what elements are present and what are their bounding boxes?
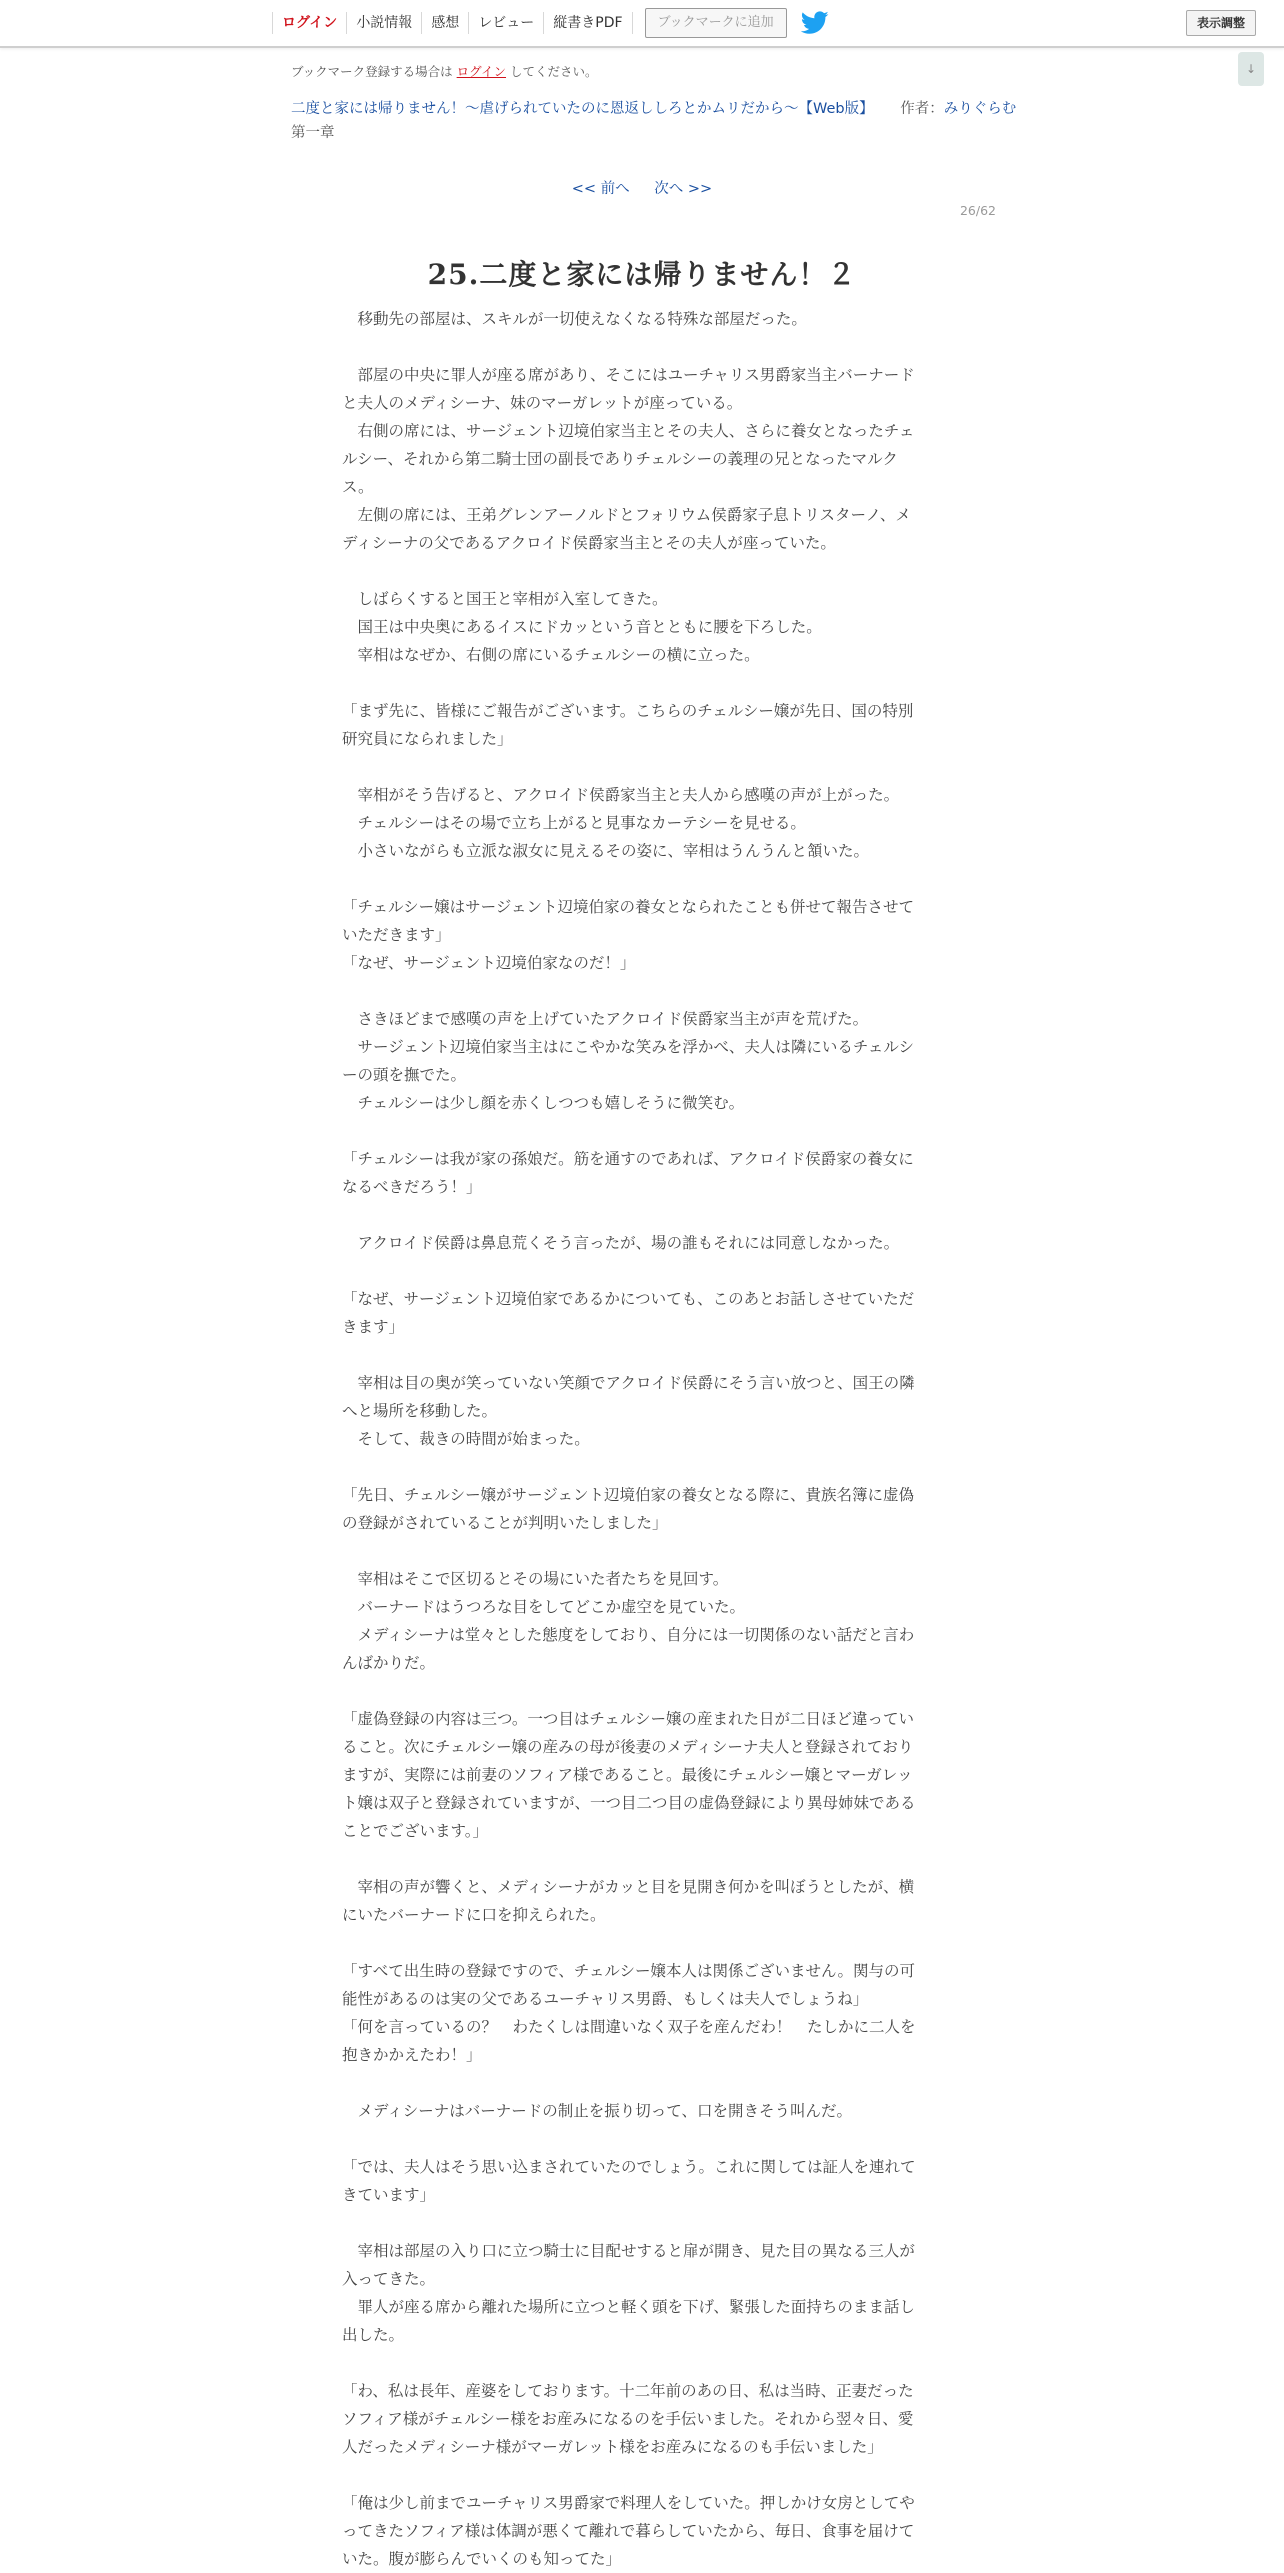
body-line: いただきます」 <box>342 926 451 944</box>
login-note-before: ブックマーク登録する場合は <box>291 64 453 79</box>
body-line: ディシーナの父であるアクロイド侯爵家当主とその夫人が座っていた。 <box>342 534 836 552</box>
nav-novel-info-link[interactable]: 小説情報 <box>346 12 421 34</box>
bookmark-login-note <box>291 62 598 80</box>
display-settings-button[interactable]: 表示調整 <box>1186 10 1256 36</box>
blank-line <box>342 1929 942 1957</box>
prev-page-link[interactable]: << 前へ <box>571 181 630 197</box>
body-line: 「先日、チェルシー嬢がサージェント辺境伯家の養女となる際に、貴族名簿に虚偽 <box>342 1486 915 1504</box>
body-line: なるべきだろう！」 <box>342 1178 482 1196</box>
blank-line <box>342 333 942 361</box>
body-line: しばらくすると国王と宰相が入室してきた。 <box>342 590 668 608</box>
body-line: と夫人のメディシーナ、妹のマーガレットが座っている。 <box>342 394 743 412</box>
body-line: ソフィア様がチェルシー様をお産みになるのを手伝いました。それから翌々日、愛 <box>342 2410 914 2428</box>
twitter-bird-icon[interactable] <box>801 11 829 35</box>
body-line: へと場所を移動した。 <box>342 1402 498 1420</box>
body-line: んばかりだ。 <box>342 1654 436 1672</box>
body-line: チェルシーはその場で立ち上がると見事なカーテシーを見せる。 <box>342 814 806 832</box>
body-line: 移動先の部屋は、スキルが一切使えなくなる特殊な部屋だった。 <box>342 310 807 328</box>
body-line: 宰相はそこで区切るとその場にいた者たちを見回す。 <box>342 1570 729 1588</box>
body-line: 「なぜ、サージェント辺境伯家であるかについても、このあとお話しさせていただ <box>342 1290 915 1308</box>
body-line: メディシーナはバーナードの制止を振り切って、口を開きそう叫んだ。 <box>342 2102 852 2120</box>
nav-impressions-link[interactable]: 感想 <box>421 12 468 34</box>
body-line: バーナードはうつろな目をしてどこか虚空を見ていた。 <box>342 1598 746 1616</box>
login-note-after: してください。 <box>510 64 598 79</box>
body-line: 「チェルシーは我が家の孫娘だ。筋を通すのであれば、アクロイド侯爵家の養女に <box>342 1150 914 1168</box>
body-line: 右側の席には、サージェント辺境伯家当主とその夫人、さらに養女となったチェ <box>342 422 915 440</box>
blank-line <box>342 557 942 585</box>
blank-line <box>342 669 942 697</box>
body-line: 宰相はなぜか、右側の席にいるチェルシーの横に立った。 <box>342 646 760 664</box>
blank-line <box>342 2461 942 2489</box>
blank-line <box>342 2209 942 2237</box>
body-line: 小さいながらも立派な淑女に見えるその姿に、宰相はうんうんと頷いた。 <box>342 842 870 860</box>
body-line: ること。次にチェルシー嬢の産みの母が後妻のメディシーナ夫人と登録されており <box>342 1738 914 1756</box>
page-number: 26/62 <box>959 203 996 218</box>
blank-line <box>342 977 942 1005</box>
nav-login-link[interactable]: ログイン <box>272 12 346 34</box>
body-line: 「なぜ、サージェント辺境伯家なのだ！」 <box>342 954 636 972</box>
body-line: 「何を言っているの？ わたくしは間違いなく双子を産んだわ！ たしかに二人を <box>342 2018 916 2036</box>
pager <box>0 177 1284 198</box>
body-line: 「まず先に、皆様にご報告がございます。こちらのチェルシー嬢が先日、国の特別 <box>342 702 914 720</box>
blank-line <box>342 2349 942 2377</box>
body-line: きます」 <box>342 1318 405 1336</box>
nav-review-link[interactable]: レビュー <box>468 12 543 34</box>
body-line: 宰相がそう告げると、アクロイド侯爵家当主と夫人から感嘆の声が上がった。 <box>342 786 900 804</box>
body-line: そして、裁きの時間が始まった。 <box>342 1430 590 1448</box>
blank-line <box>342 1845 942 1873</box>
body-line: チェルシーは少し顔を赤くしつつも嬉しそうに微笑む。 <box>342 1094 745 1112</box>
body-line: ト嬢は双子と登録されていますが、一つ目二つ目の虚偽登録により異母姉妹である <box>342 1794 916 1812</box>
blank-line <box>342 1537 942 1565</box>
blank-line <box>342 1341 942 1369</box>
novel-body <box>342 305 942 2573</box>
blank-line <box>342 753 942 781</box>
blank-line <box>342 1677 942 1705</box>
body-line: 入ってきた。 <box>342 2270 436 2288</box>
body-line: の登録がされていることが判明いたしました」 <box>342 1514 668 1532</box>
body-line: ってきたソフィア様は体調が悪くて離れで暮らしていたから、毎日、食事を届けて <box>342 2522 915 2540</box>
body-line: さきほどまで感嘆の声を上げていたアクロイド侯爵家当主が声を荒げた。 <box>342 1010 869 1028</box>
body-line: サージェント辺境伯家当主はにこやかな笑みを浮かべ、夫人は隣にいるチェルシ <box>342 1038 915 1056</box>
blank-line <box>342 1453 942 1481</box>
author-label: 作者： <box>900 101 944 117</box>
blank-line <box>342 1257 942 1285</box>
next-page-link[interactable]: 次へ >> <box>654 181 713 197</box>
body-line: 「すべて出生時の登録ですので、チェルシー嬢本人は関係ございません。関与の可 <box>342 1962 915 1980</box>
blank-line <box>342 2125 942 2153</box>
body-line: 「虚偽登録の内容は三つ。一つ目はチェルシー嬢の産まれた日が二日ほど違ってい <box>342 1710 915 1728</box>
body-line: ス。 <box>342 478 374 496</box>
body-line: 罪人が座る席から離れた場所に立つと軽く頭を下げ、緊張した面持ちのまま話し <box>342 2298 915 2316</box>
nav-vertical-pdf-link[interactable]: 縦書きPDF <box>543 12 632 34</box>
blank-line <box>342 1201 942 1229</box>
body-line: 宰相は部屋の入り口に立つ騎士に目配せすると扉が開き、見た目の異なる三人が <box>342 2242 915 2260</box>
body-line: 国王は中央奥にあるイスにドカッという音とともに腰を下ろした。 <box>342 618 822 636</box>
body-line: アクロイド侯爵は鼻息荒くそう言ったが、場の誰もそれには同意しなかった。 <box>342 1234 900 1252</box>
novel-info <box>291 97 1016 118</box>
body-line: 出した。 <box>342 2326 405 2344</box>
body-line: 研究員になられました」 <box>342 730 513 748</box>
blank-line <box>342 2069 942 2097</box>
body-line: メディシーナは堂々とした態度をしており、自分には一切関係のない話だと言わ <box>342 1626 915 1644</box>
body-line: 宰相は目の奥が笑っていない笑顔でアクロイド侯爵にそう言い放つと、国王の隣 <box>342 1374 915 1392</box>
main-nav <box>272 0 829 46</box>
blank-line <box>342 865 942 893</box>
body-line: ルシー、それから第二騎士団の副長でありチェルシーの義理の兄となったマルク <box>342 450 898 468</box>
body-line: 「俺は少し前までユーチャリス男爵家で料理人をしていた。押しかけ女房としてや <box>342 2494 915 2512</box>
body-line: 「わ、私は長年、産婆をしております。十二年前のあの日、私は当時、正妻だった <box>342 2382 914 2400</box>
body-line: 能性があるのは実の父であるユーチャリス男爵、もしくは夫人でしょうね」 <box>342 1990 869 2008</box>
body-line: ことでございます。」 <box>342 1822 489 1840</box>
inline-login-link[interactable]: ログイン <box>456 64 507 79</box>
author-link[interactable]: みりぐらむ <box>943 101 1017 117</box>
body-line: ますが、実際には前妻のソフィア様であること。最後にチェルシー嬢とマーガレッ <box>342 1766 913 1784</box>
top-nav-bar <box>0 0 1284 48</box>
body-line: 「チェルシー嬢はサージェント辺境伯家の養女となられたことも併せて報告させて <box>342 898 915 916</box>
body-line: 左側の席には、王弟グレンアーノルドとフォリウム侯爵家子息トリスターノ、メ <box>342 506 911 524</box>
chapter-title: 第一章 <box>291 125 335 141</box>
body-line: 「では、夫人はそう思い込まされていたのでしょう。これに関しては証人を連れて <box>342 2158 916 2176</box>
add-bookmark-button[interactable]: ブックマークに追加 <box>645 8 787 38</box>
body-line: ーの頭を撫でた。 <box>342 1066 467 1084</box>
body-line: 部屋の中央に罪人が座る席があり、そこにはユーチャリス男爵家当主バーナード <box>342 366 915 384</box>
body-line: いた。腹が膨らんでいくのも知ってた」 <box>342 2550 622 2568</box>
episode-title: 25.二度と家には帰りません！２ <box>427 257 857 291</box>
body-line: にいたバーナードに口を抑えられた。 <box>342 1906 606 1924</box>
novel-title-link[interactable]: 二度と家には帰りません！～虐げられていたのに恩返ししろとかムリだから～【Web版】 <box>291 101 874 117</box>
scroll-down-button[interactable]: ↓ <box>1238 52 1264 86</box>
blank-line <box>342 1117 942 1145</box>
body-line: 人だったメディシーナ様がマーガレット様をお産みになるのも手伝いました」 <box>342 2438 883 2456</box>
body-line: 宰相の声が響くと、メディシーナがカッと目を見開き何かを叫ぼうとしたが、横 <box>342 1878 915 1896</box>
body-line: 抱きかかえたわ！」 <box>342 2046 482 2064</box>
body-line: きています」 <box>342 2186 436 2204</box>
